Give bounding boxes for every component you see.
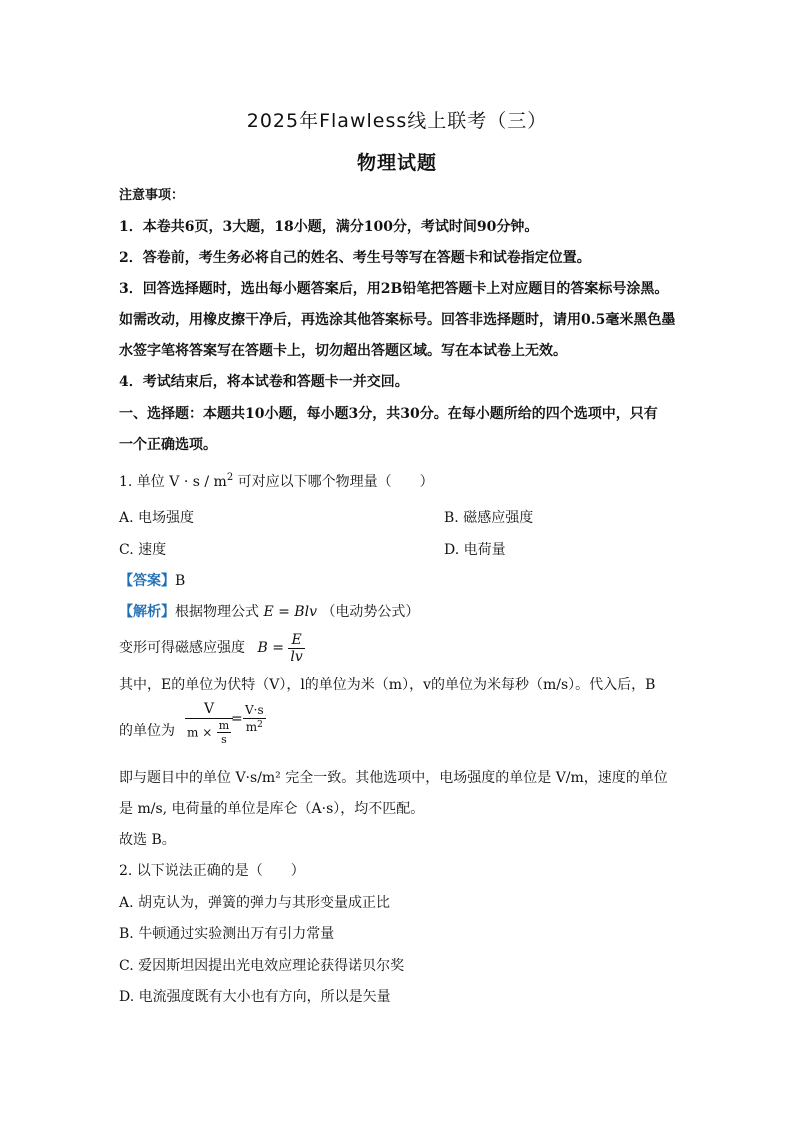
q1-conclusion: 故选 B。	[119, 832, 176, 848]
q1-option-b: B. 磁感应强度	[444, 510, 534, 526]
q1-analysis-line-5: 即与题目中的单位 V·s/m² 完全一致。其他选项中，电场强度的单位是 V/m，速度的单位	[119, 770, 668, 786]
section-heading-cont: 一个正确选项。	[119, 437, 217, 453]
analysis-text: 根据物理公式	[175, 604, 259, 620]
unit-fraction	[185, 700, 233, 746]
notice-item: 4．考试结束后，将本试卷和答题卡一并交回。	[119, 374, 409, 390]
result-den-base: m	[245, 720, 258, 734]
q1-option-d: D. 电荷量	[444, 542, 506, 558]
q1-option-c: C. 速度	[119, 542, 167, 558]
q1-analysis-line-1	[119, 603, 419, 621]
unit-den-frac	[217, 719, 231, 746]
b-fraction-num: E	[288, 632, 304, 649]
question-1-stem	[119, 473, 434, 493]
equals-sign: =	[231, 711, 243, 727]
q1-option-a: A. 电场强度	[119, 510, 195, 526]
analysis-text: 的单位为	[119, 723, 175, 739]
unit-fraction-num: V	[185, 700, 233, 719]
answer-tag: 【答案】	[119, 573, 175, 589]
q1-analysis-line-6: 是 m/s, 电荷量的单位是库仑（A·s），均不匹配。	[119, 801, 425, 817]
section-heading: 一、选择题：本题共10小题，每小题3分，共30分。在每小题所给的四个选项中，只有	[119, 406, 658, 422]
q1-answer	[119, 572, 185, 590]
notice-item: 水签字笔将答案写在答题卡上，切勿超出答题区域。写在本试卷上无效。	[119, 343, 567, 359]
notice-item: 2．答卷前，考生务必将自己的姓名、考生号等写在答题卡和试卷指定位置。	[119, 250, 591, 266]
notice-item: 3．回答选择题时，选出每小题答案后，用2B铅笔把答题卡上对应题目的答案标号涂黑。	[119, 281, 669, 297]
exam-subtitle: 物理试题	[356, 152, 437, 174]
analysis-note: （电动势公式）	[321, 604, 420, 620]
q2-option-a: A. 胡克认为，弹簧的弹力与其形变量成正比	[119, 895, 391, 911]
notice-item: 如需改动，用橡皮擦干净后，再选涂其他答案标号。回答非选择题时，请用0.5毫米黑色墨	[119, 312, 676, 328]
q1-stem-unit: V · s / m	[169, 474, 227, 490]
emf-formula: E = Blv	[263, 604, 317, 620]
unit-den-frac-den: s	[221, 733, 227, 746]
unit-den-m: m ×	[187, 725, 213, 740]
q1-analysis-line-2	[119, 630, 305, 666]
notice-item: 1．本卷共6页，3大题，18小题，满分100分，考试时间90分钟。	[119, 219, 539, 235]
b-lhs: B =	[257, 640, 284, 656]
q2-option-b: B. 牛顿通过实验测出万有引力常量	[119, 926, 335, 942]
analysis-tag: 【解析】	[119, 604, 175, 620]
unit-den-frac-num: m	[218, 719, 230, 732]
question-2-stem: 2. 以下说法正确的是（ ）	[119, 863, 305, 879]
result-num: V·s	[245, 703, 264, 717]
unit-fraction-den	[185, 719, 233, 746]
q1-analysis-line-3: 其中，E的单位为伏特（V），l的单位为米（m），v的单位为米每秒（m/s）。代入后，B	[119, 677, 656, 693]
analysis-text: 变形可得磁感应强度	[119, 640, 245, 656]
answer-value: B	[175, 573, 186, 589]
q1-stem-exp: 2	[226, 472, 234, 483]
b-fraction	[288, 632, 304, 665]
exam-title: 2025年Flawless线上联考（三）	[246, 110, 548, 132]
q1-stem-suffix: 可对应以下哪个物理量（ ）	[237, 474, 434, 490]
notice-heading: 注意事项：	[119, 188, 185, 203]
q2-option-d: D. 电流强度既有大小也有方向，所以是矢量	[119, 989, 391, 1005]
result-den-exp: 2	[257, 720, 263, 730]
q1-stem-prefix: 1. 单位	[119, 474, 165, 490]
b-fraction-den: lv	[290, 648, 303, 665]
result-fraction	[243, 702, 266, 737]
q2-option-c: C. 爱因斯坦因提出光电效应理论获得诺贝尔奖	[119, 958, 405, 974]
result-den	[243, 719, 266, 737]
